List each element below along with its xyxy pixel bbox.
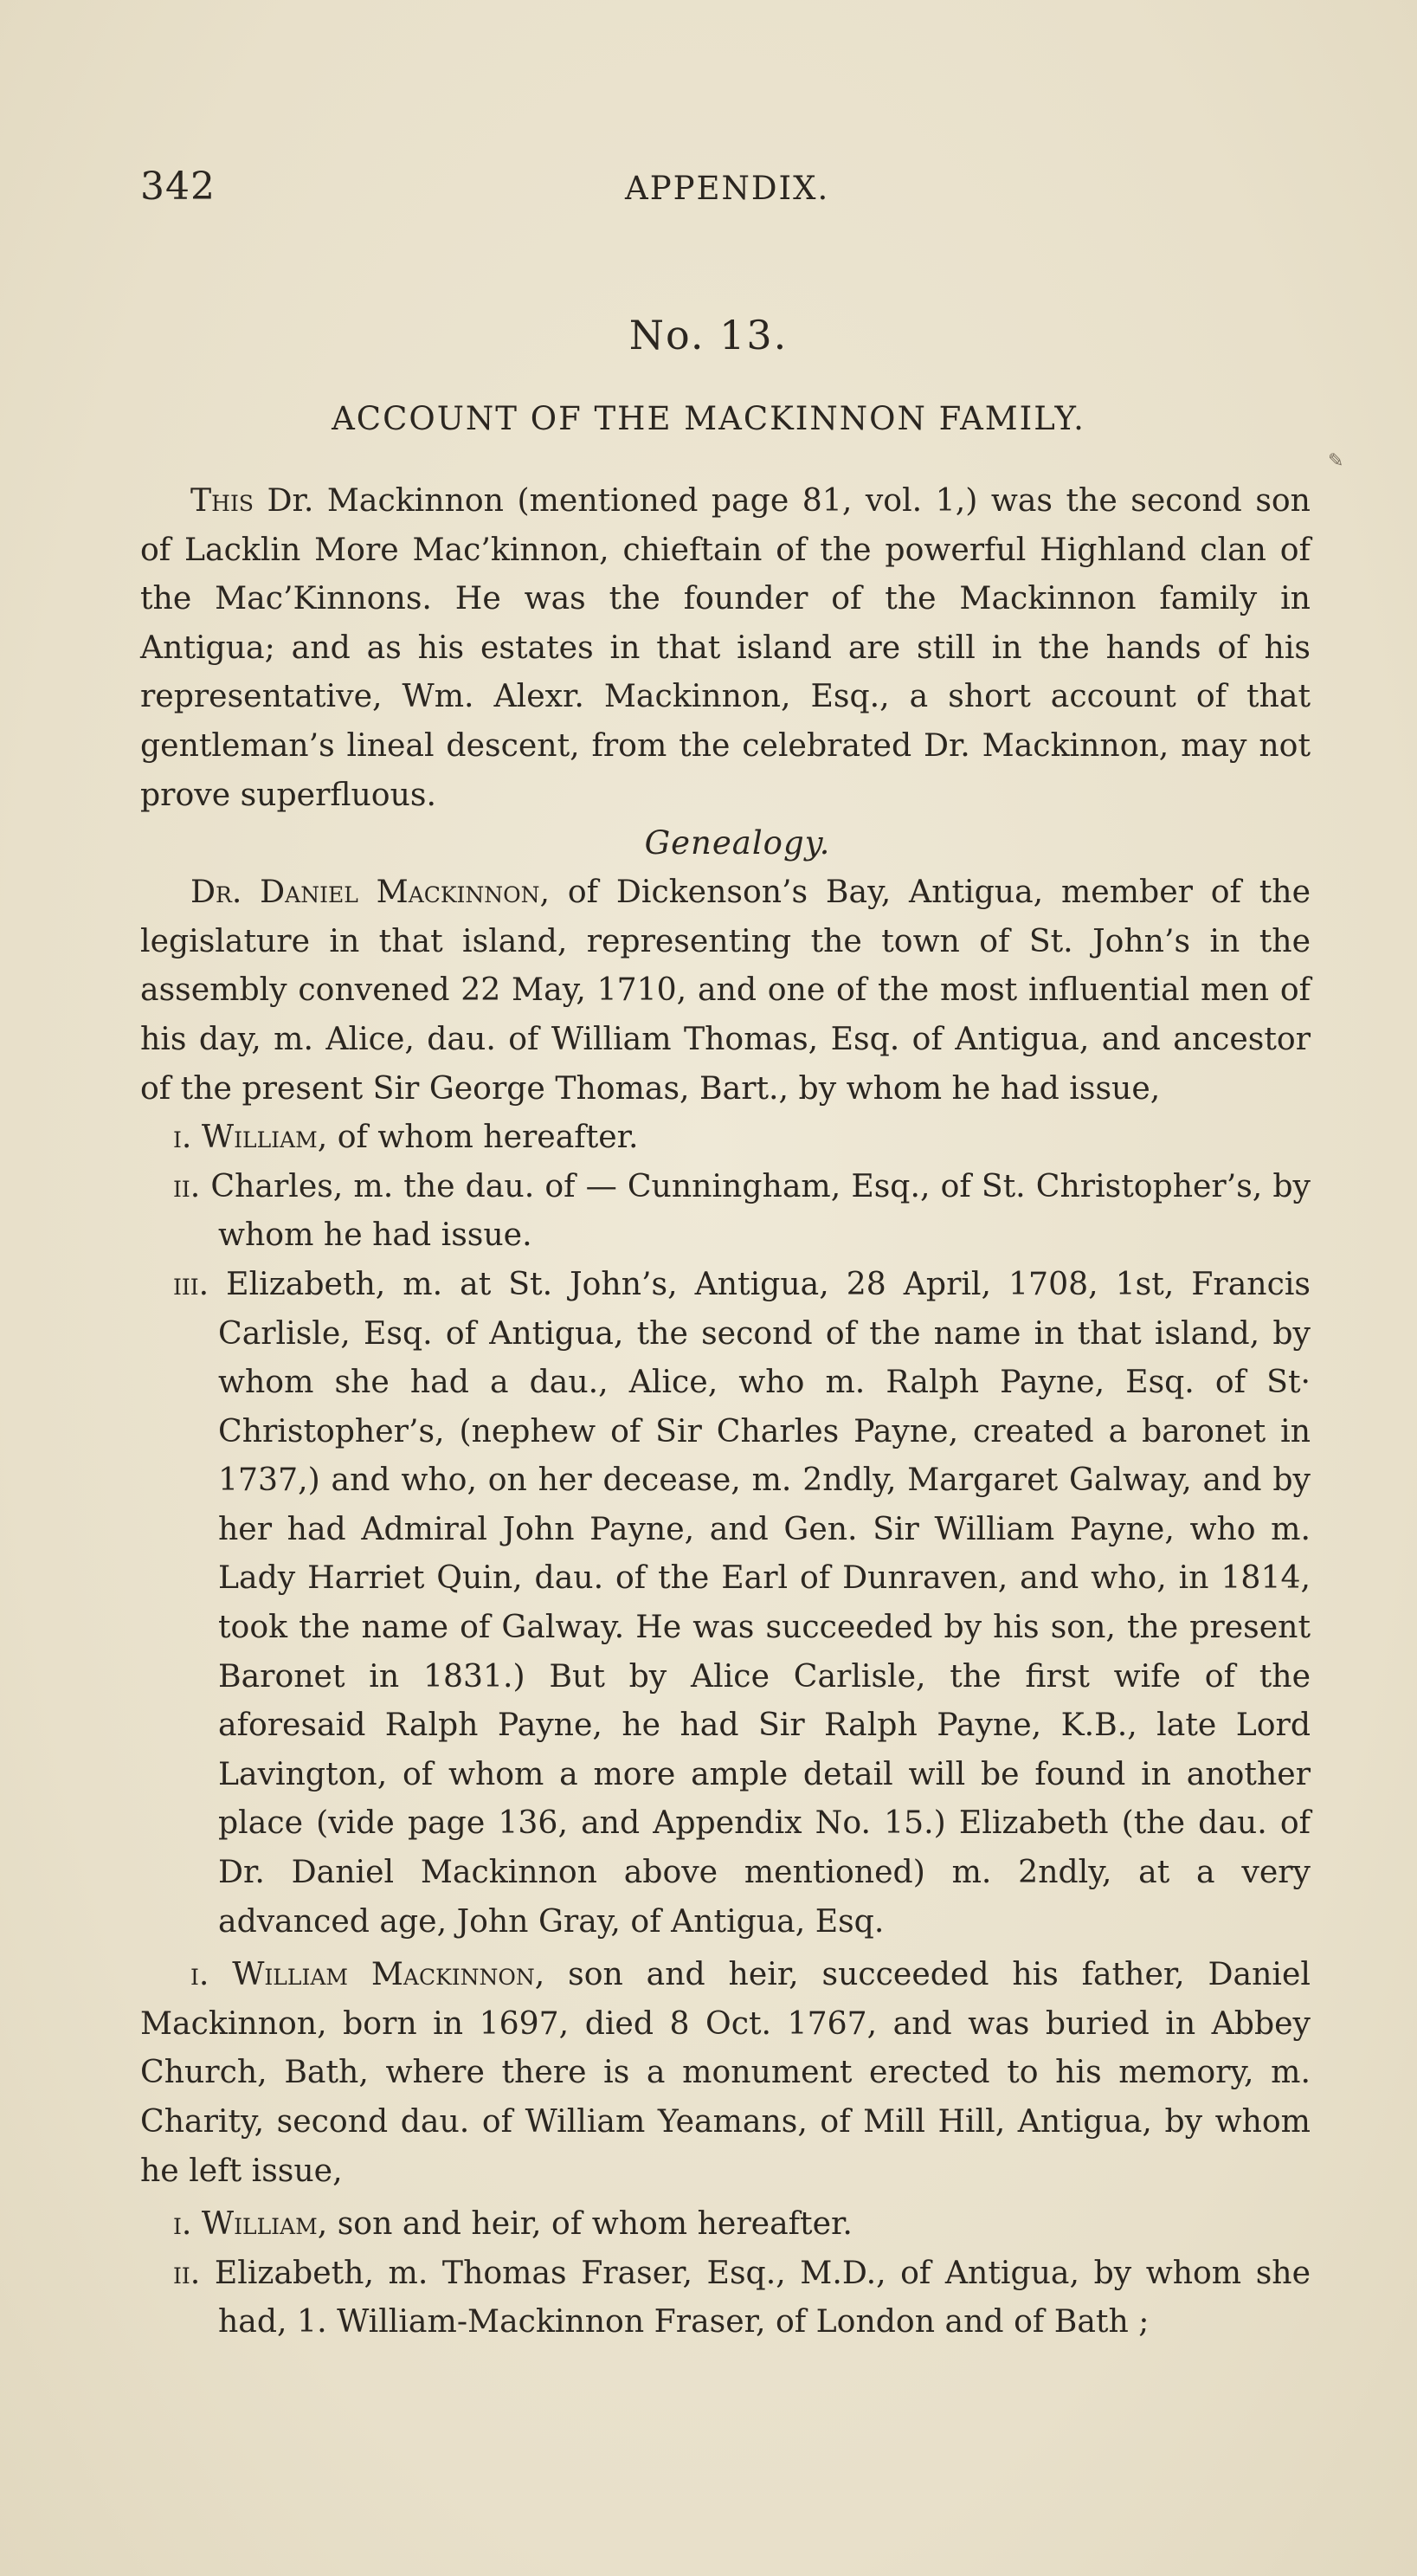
william-lead: William Mackinnon, (232, 1955, 545, 1993)
list-text: Elizabeth, m. Thomas Fraser, Esq., M.D., of Antigua, by whom she had, 1. William-Mackinnon Fraser, of London and of Bath ; (214, 2253, 1311, 2340)
running-title: APPENDIX. (625, 170, 830, 207)
body-text (140, 476, 1311, 2347)
william-numeral: i. (190, 1955, 209, 1993)
daniel-text: of Dickenson’s Bay, Antigua, member of the legislature in that island, representing the town of St. John’s in the assembly convened 22 May, 1710, and one of the most influential men of his day, m. Alice, dau. of William Thomas, Esq. of Antigua, and ancestor of the present Sir George Thomas, Bart., by whom he had issue, (140, 873, 1311, 1107)
william-text: son and heir, succeeded his father, Daniel Mackinnon, born in 1697, died 8 Oct. 1767, and was buried in Abbey Church, Bath, where there is a monument erected to his memory, m. Charity, second dau. of William Yeamans, of Mill Hill, Antigua, by whom he left issue, (140, 1955, 1311, 2189)
william-issue-list (140, 2199, 1311, 2347)
list-item (140, 1260, 1311, 1946)
list-item (140, 1162, 1311, 1260)
list-text: son and heir, of whom hereafter. (327, 2205, 853, 2243)
intro-text: Dr. Mackinnon (mentioned page 81, vol. 1,) was the second son of Lacklin More Mac’kinnon, chieftain of the powerful Highland clan of the Mac’Kinnons. He was the founder of the Mackinnon family in Antigua; and as his estates in that island are still in the hands of his representative, Wm. Alexr. Mackinnon, Esq., a short account of that gentleman’s lineal descent, from the celebrated Dr. Mackinnon, may not prove superfluous. (140, 481, 1311, 813)
daniel-paragraph (140, 868, 1311, 1113)
article-number: No. 13. (628, 312, 789, 358)
list-item (140, 2199, 1311, 2249)
daniel-issue-list (140, 1113, 1311, 1946)
list-item (140, 2249, 1311, 2347)
page-number: 342 (140, 165, 216, 209)
intro-lead: This (190, 481, 254, 519)
running-head (140, 165, 1317, 216)
list-numeral: i. (173, 2205, 192, 2243)
intro-paragraph (140, 476, 1311, 819)
list-text: of whom hereafter. (327, 1118, 639, 1156)
list-numeral: i. (173, 1118, 192, 1156)
list-numeral: iii. (173, 1264, 209, 1302)
list-text: Elizabeth, m. at St. John’s, Antigua, 28 April, 1708, 1st, Francis Carlisle, Esq. of Antigua, the second of the name in that island, by whom she had a dau., Alice, who m. Ralph Payne, Esq. of St· Christopher’s, (nephew of Sir Charles Payne, created a baronet in 1737,) and who, on her decease, m. 2ndly, Margaret Galway, and by her had Admiral John Payne, and Gen. Sir William Payne, who m. Lady Harriet Quin, dau. of the Earl of Dunraven, and who, in 1814, took the name of Galway. He was succeeded by his son, the present Baronet in 1831.) But by Alice Carlisle, the first wife of the aforesaid Ralph Payne, he had Sir Ralph Payne, K.B., late Lord Lavington, of whom a more ample detail will be found in another place (vide page 136, and Appendix No. 15.) Elizabeth (the dau. of Dr. Daniel Mackinnon above mentioned) m. 2ndly, at a very advanced age, John Gray, of Antigua, Esq. (218, 1264, 1311, 1940)
list-name: William, (201, 1118, 328, 1156)
article-title: ACCOUNT OF THE MACKINNON FAMILY. (332, 400, 1085, 437)
list-name: William, (201, 2205, 328, 2243)
daniel-lead: Dr. Daniel Mackinnon, (190, 873, 551, 911)
genealogy-heading (140, 819, 1311, 868)
list-numeral: ii. (173, 1166, 201, 1204)
ink-speck: ✎ (1328, 450, 1344, 472)
genealogy-heading-text: Genealogy. (644, 824, 831, 862)
list-text: Charles, m. the dau. of — Cunningham, Esq., of St. Christopher’s, by whom he had issue. (210, 1166, 1311, 1254)
list-numeral: ii. (173, 2253, 201, 2291)
list-item (140, 1113, 1311, 1162)
william-paragraph (140, 1950, 1311, 2195)
